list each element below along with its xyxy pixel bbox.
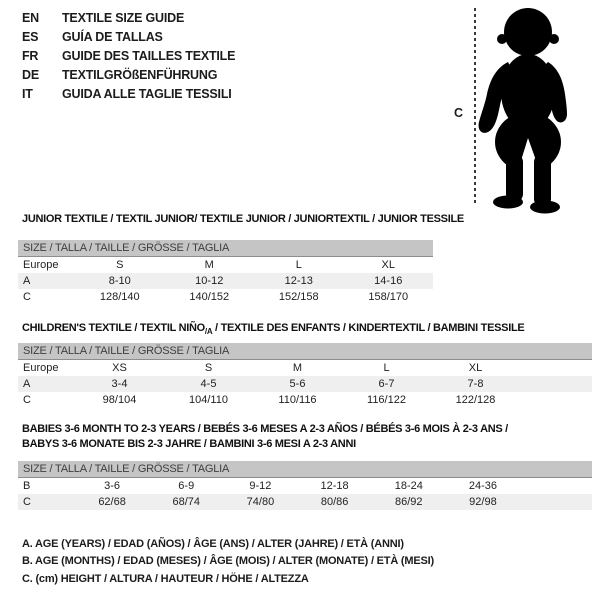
height-measure-label: C — [454, 106, 464, 120]
cell: XL — [468, 362, 483, 374]
cell: 6-9 — [178, 480, 195, 492]
legend-code: DE — [22, 68, 39, 82]
footnotes — [22, 536, 434, 588]
cell: 5-6 — [289, 378, 306, 390]
legend-row-it — [22, 85, 235, 104]
cell: 158/170 — [368, 291, 409, 303]
cell: 116/122 — [367, 394, 406, 406]
babies-table-title — [22, 422, 508, 452]
title-text: / TEXTILE DES ENFANTS / KINDERTEXTIL / BAMBINI TESSILE — [212, 322, 525, 334]
size-header-bar: SIZE / TALLA / TAILLE / GRÖSSE / TAGLIA — [18, 461, 592, 478]
cell: 12-13 — [284, 275, 313, 287]
legend-label: GUIDA ALLE TAGLIE TESSILI — [62, 87, 232, 101]
legend-code: FR — [22, 49, 39, 63]
table-row — [18, 478, 592, 494]
cell: M — [204, 259, 214, 271]
cell: 98/104 — [102, 394, 137, 406]
junior-table-title: JUNIOR TEXTILE / TEXTIL JUNIOR/ TEXTILE JUNIOR / JUNIORTEXTIL / JUNIOR TESSILE — [22, 213, 464, 225]
children-size-table — [18, 343, 592, 408]
legend-row-es — [22, 28, 235, 47]
row-label: Europe — [23, 362, 59, 374]
row-label: C — [23, 496, 31, 508]
cell: L — [383, 362, 390, 374]
toddler-silhouette-icon — [470, 4, 590, 214]
title-line-1: BABIES 3-6 MONTH TO 2-3 YEARS / BEBÉS 3-6 MESES A 2-3 AÑOS / BÉBÉS 3-6 MOIS À 2-3 ANS / — [22, 423, 508, 435]
language-legend — [22, 9, 235, 104]
table-row — [18, 494, 592, 510]
table-row — [18, 376, 592, 392]
row-label: B — [23, 480, 31, 492]
cell: 86/92 — [395, 496, 423, 508]
cell: 10-12 — [195, 275, 224, 287]
cell: S — [204, 362, 213, 374]
table-row — [18, 257, 433, 273]
cell: 6-7 — [378, 378, 395, 390]
children-table-title — [22, 321, 524, 339]
legend-label: GUIDE DES TAILLES TEXTILE — [62, 49, 236, 63]
title-text: CHILDREN'S TEXTILE / TEXTIL NIÑO — [22, 322, 205, 334]
footnote-b: B. AGE (MONTHS) / EDAD (MESES) / ÂGE (MOIS) / ALTER (MONATE) / ETÀ (MESI) — [22, 555, 434, 568]
cell: 7-8 — [467, 378, 484, 390]
cell: 4-5 — [200, 378, 217, 390]
row-label: C — [23, 394, 31, 406]
cell: 140/152 — [189, 291, 230, 303]
legend-label: TEXTILGRÖßENFÜHRUNG — [62, 68, 218, 82]
babies-size-table — [18, 461, 592, 510]
legend-code: EN — [22, 11, 39, 25]
cell: 18-24 — [394, 480, 423, 492]
row-spacer — [520, 360, 592, 376]
cell: 12-18 — [320, 480, 349, 492]
legend-row-de — [22, 66, 235, 85]
footnote-a: A. AGE (YEARS) / EDAD (AÑOS) / ÂGE (ANS) / ALTER (JAHRE) / ETÀ (ANNI) — [22, 538, 404, 550]
cell: 122/128 — [455, 394, 496, 406]
cell: L — [295, 259, 302, 271]
cell: S — [116, 259, 124, 271]
row-label: Europe — [23, 259, 59, 271]
size-header-bar: SIZE / TALLA / TAILLE / GRÖSSE / TAGLIA — [18, 240, 433, 257]
legend-label: TEXTILE SIZE GUIDE — [62, 11, 185, 25]
legend-code: IT — [22, 87, 33, 101]
cell: 24-36 — [468, 480, 498, 492]
table-row — [18, 392, 592, 408]
row-label: C — [23, 291, 31, 303]
legend-label: GUÍA DE TALLAS — [62, 30, 163, 44]
size-header-bar: SIZE / TALLA / TAILLE / GRÖSSE / TAGLIA — [18, 343, 592, 360]
title-subscript: /A — [204, 327, 213, 337]
cell: 92/98 — [469, 496, 497, 508]
row-spacer — [520, 392, 592, 408]
table-row — [18, 360, 592, 376]
cell: XS — [112, 362, 127, 374]
cell: 152/158 — [278, 291, 319, 303]
legend-row-fr — [22, 47, 235, 66]
cell: XL — [381, 259, 395, 271]
table-row — [18, 273, 433, 289]
row-spacer — [520, 494, 592, 510]
cell: 68/74 — [172, 496, 201, 508]
cell: 128/140 — [99, 291, 140, 303]
cell: 8-10 — [108, 275, 131, 287]
cell: 3-4 — [111, 378, 128, 390]
title-line-2: BABYS 3-6 MONATE BIS 2-3 JAHRE / BAMBINI 3-6 MESI A 2-3 ANNI — [22, 438, 356, 450]
cell: 14-16 — [374, 275, 403, 287]
cell: 104/110 — [189, 394, 228, 406]
cell: M — [292, 362, 303, 374]
cell: 110/116 — [278, 394, 317, 406]
legend-code: ES — [22, 30, 39, 44]
junior-size-table — [18, 240, 433, 305]
row-spacer — [520, 478, 592, 494]
table-row — [18, 289, 433, 305]
row-label: A — [23, 275, 31, 287]
row-spacer — [520, 376, 592, 392]
footnote-c: C. (cm) HEIGHT / ALTURA / HAUTEUR / HÖHE / ALTEZZA — [22, 572, 309, 585]
legend-row-en — [22, 9, 235, 28]
cell: 3-6 — [104, 480, 121, 492]
cell: 62/68 — [98, 496, 126, 508]
cell: 74/80 — [246, 496, 275, 508]
row-label: A — [23, 378, 31, 390]
cell: 9-12 — [249, 480, 272, 492]
cell: 80/86 — [320, 496, 349, 508]
